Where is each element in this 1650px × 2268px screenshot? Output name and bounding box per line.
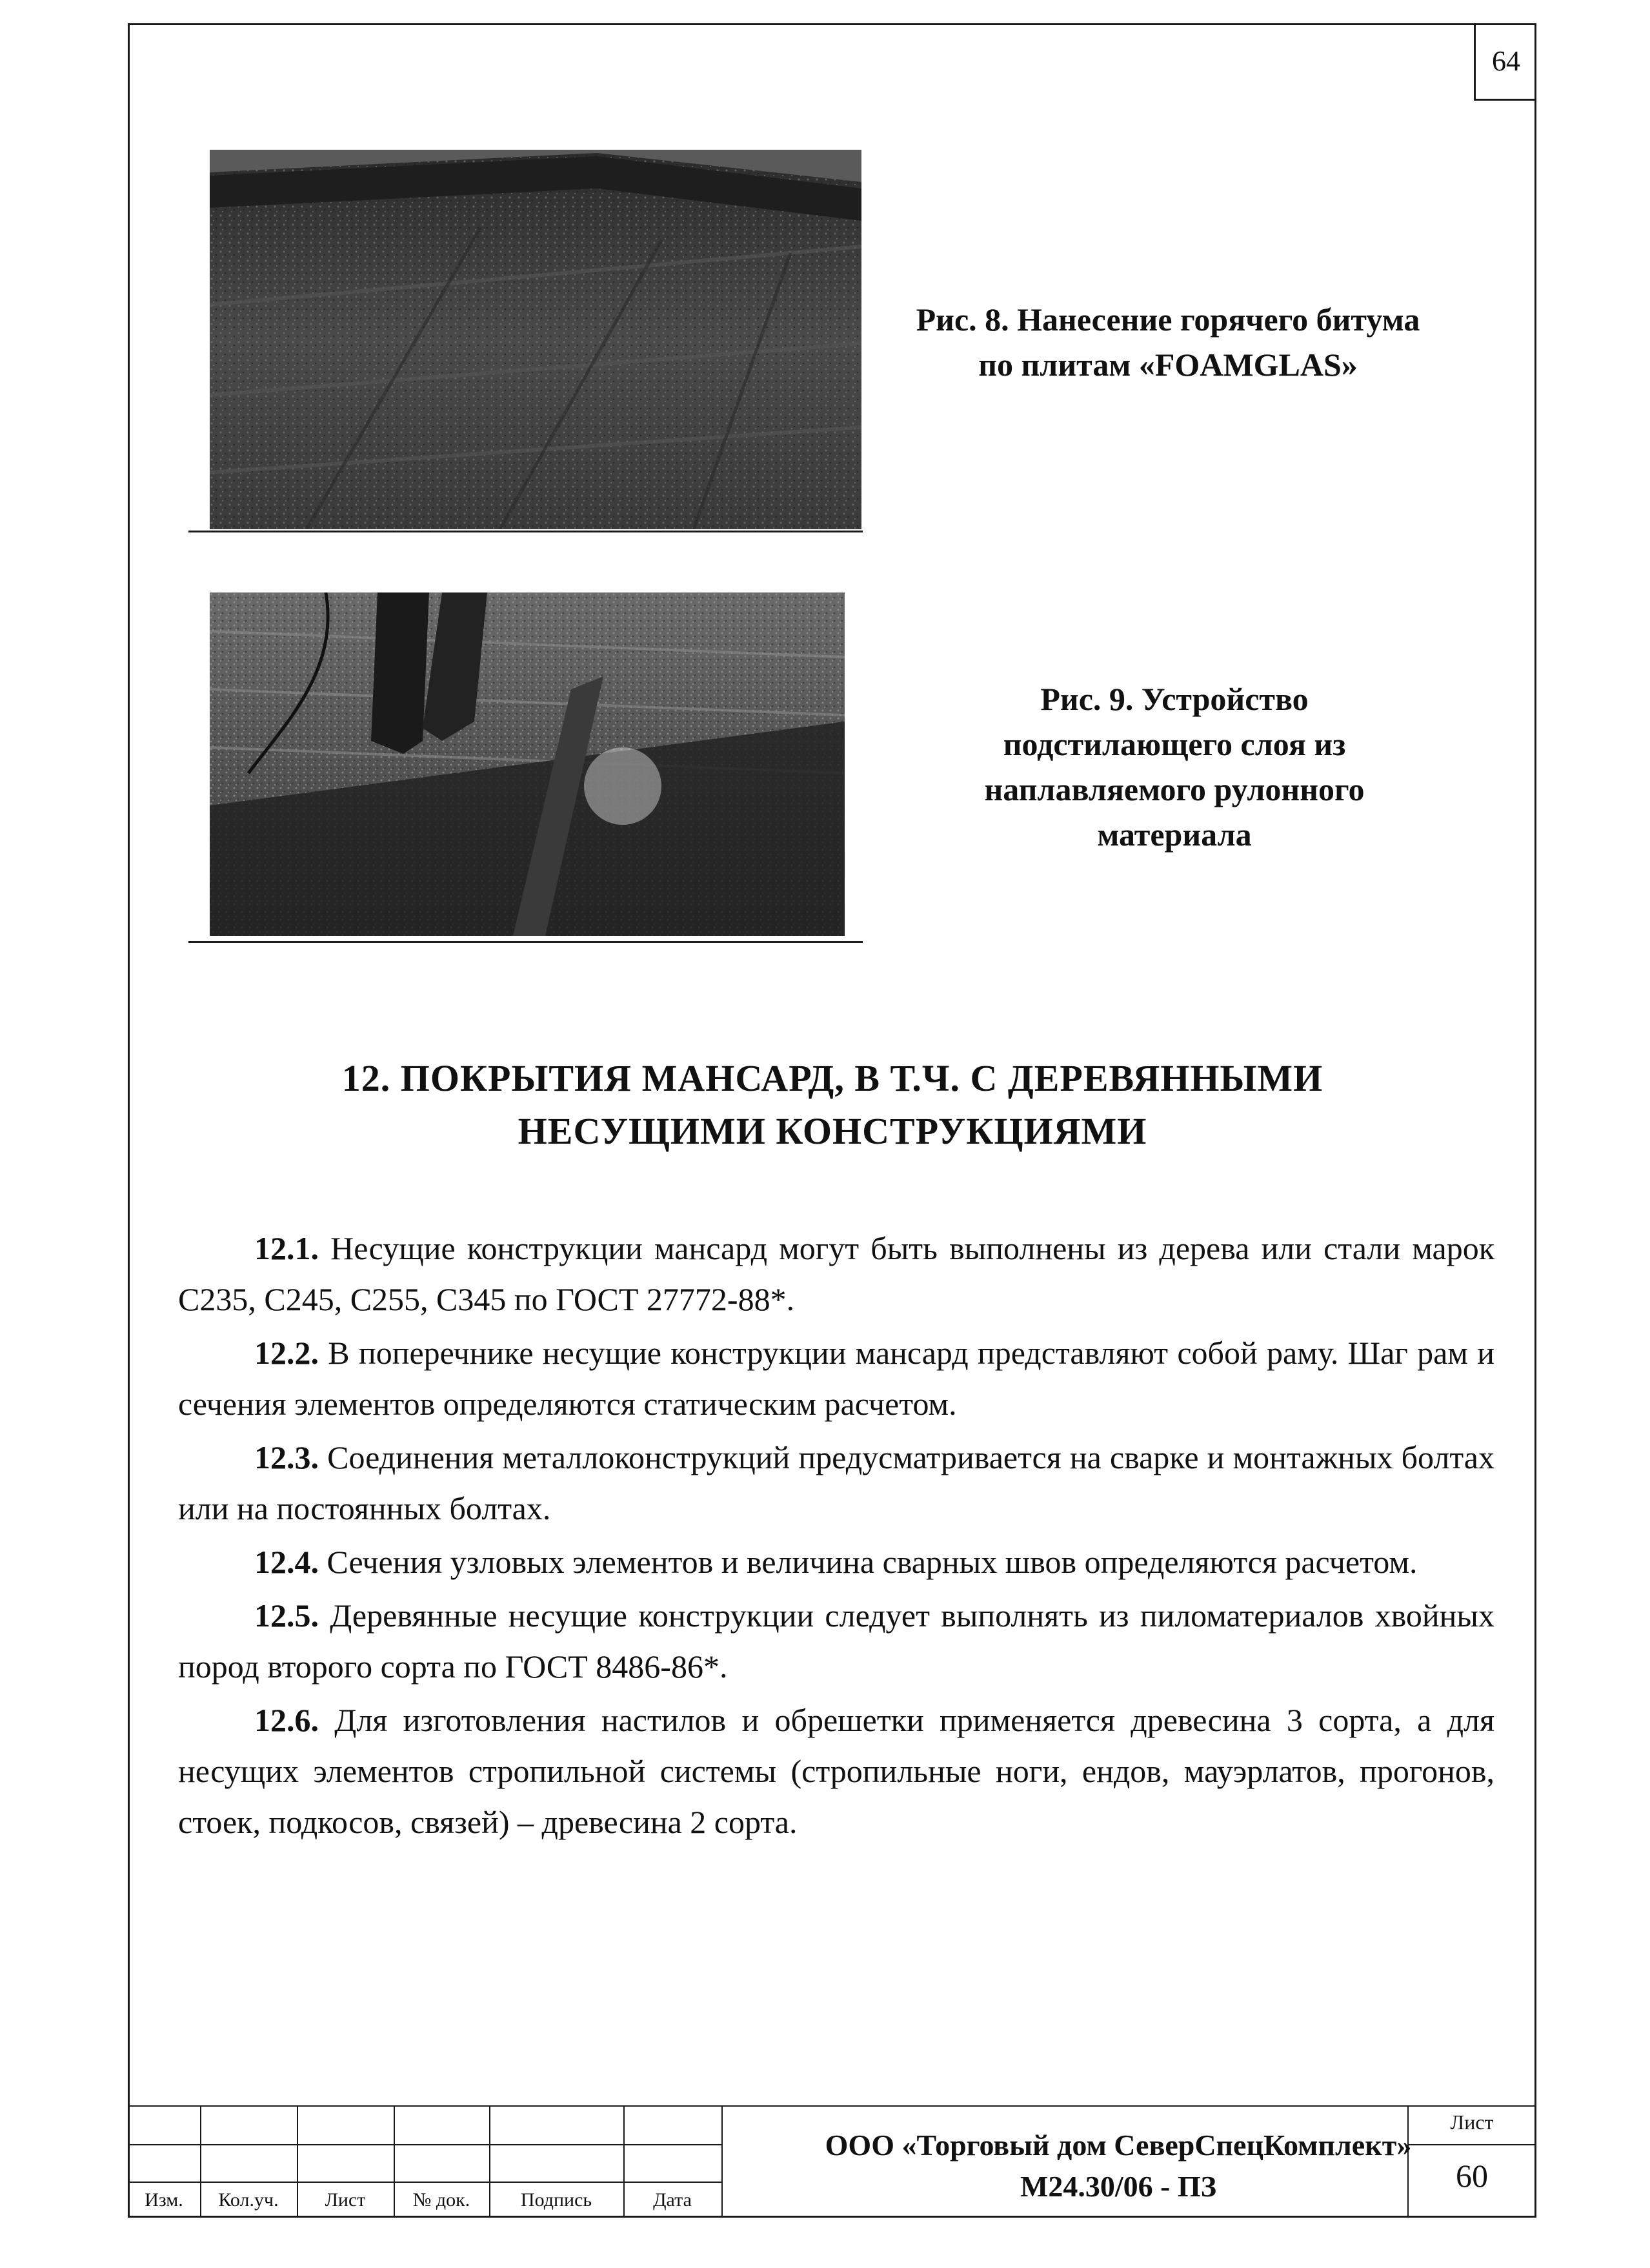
paragraph-number: 12.6.: [254, 1702, 319, 1738]
paragraph-12-1: [178, 1223, 1494, 1325]
paragraph-text: Несущие конструкции мансард могут быть выполнены из дерева или стали марок С235, С245, С255, С345 по ГОСТ 27772-88*.: [178, 1230, 1494, 1317]
figure-9-photo: [210, 592, 845, 936]
figure-9-rule: [188, 941, 863, 943]
figure-8-caption-line-1: Рис. 8. Нанесение горячего битума: [916, 301, 1420, 338]
paragraph-number: 12.5.: [254, 1597, 319, 1634]
paragraph-number: 12.4.: [254, 1544, 319, 1580]
paragraph-number: 12.3.: [254, 1439, 319, 1475]
figure-8-caption: [858, 297, 1478, 387]
paragraph-12-2: [178, 1328, 1494, 1430]
paragraph-number: 12.2.: [254, 1335, 319, 1371]
section-body: [178, 1223, 1494, 1848]
figure-9-caption-line-1: Рис. 9. Устройство: [1040, 681, 1309, 717]
stamp-organization: [721, 2125, 1515, 2207]
paragraph-number: 12.1.: [254, 1230, 319, 1266]
organization-name: ООО «Торговый дом СеверСпецКомплект»: [825, 2129, 1412, 2162]
paragraph-12-3: [178, 1432, 1494, 1534]
stamp-sheet-number: 60: [1456, 2158, 1488, 2194]
figure-9-caption-line-2: подстилающего слоя из: [1003, 726, 1346, 762]
stamp-col-izm: Изм.: [145, 2189, 183, 2211]
title-block: [128, 2105, 1536, 2218]
paragraph-text: Сечения узловых элементов и величина сварных швов определяются расчетом.: [319, 1544, 1418, 1580]
figure-8-rule: [188, 531, 863, 532]
paragraph-12-6: [178, 1695, 1494, 1848]
paragraph-text: Соединения металлоконструкций предусматривается на сварке и монтажных болтах или на постоянных болтах.: [178, 1439, 1494, 1526]
paragraph-text: Для изготовления настилов и обрешетки применяется древесина 3 сорта, а для несущих элементов стропильной системы (стропильные ноги, ендов, мауэрлатов, прогонов, стоек, подкосов, связей) – древесина 2 сорта.: [178, 1702, 1494, 1840]
stamp-line: [128, 2105, 1536, 2107]
section-heading-line-2: НЕСУЩИМИ КОНСТРУКЦИЯМИ: [518, 1110, 1147, 1152]
paragraph-12-5: [178, 1590, 1494, 1692]
figure-9-caption-line-3: наплавляемого рулонного: [984, 771, 1365, 807]
stamp-line: [128, 2144, 721, 2145]
stamp-col-date: Дата: [653, 2189, 692, 2211]
paragraph-text: Деревянные несущие конструкции следует выполнять из пиломатериалов хвойных пород второго сорта по ГОСТ 8486-86*.: [178, 1597, 1494, 1685]
stamp-col-kol-uch: Кол.уч.: [218, 2189, 279, 2211]
document-code: М24.30/06 - ПЗ: [1020, 2170, 1217, 2203]
figure-9-caption-line-4: материала: [1097, 816, 1252, 853]
stamp-col-doc-no: № док.: [412, 2189, 470, 2211]
figure-8-caption-line-2: по плитам «FOAMGLAS»: [978, 347, 1358, 383]
section-heading-line-1: 12. ПОКРЫТИЯ МАНСАРД, В Т.Ч. С ДЕРЕВЯННЫМИ: [341, 1057, 1323, 1099]
section-heading: [258, 1052, 1407, 1158]
figure-8-photo: [210, 150, 861, 529]
top-page-number: 64: [1474, 23, 1536, 101]
stamp-line: [128, 2182, 721, 2183]
stamp-col-signature: Подпись: [520, 2189, 592, 2211]
stamp-sheet-label: Лист: [1450, 2111, 1494, 2134]
stamp-col-list: Лист: [325, 2189, 366, 2211]
figure-9-caption: [903, 676, 1445, 857]
paragraph-text: В поперечнике несущие конструкции мансард представляют собой раму. Шаг рам и сечения элементов определяются статическим расчетом.: [178, 1335, 1494, 1422]
paragraph-12-4: [178, 1537, 1494, 1588]
